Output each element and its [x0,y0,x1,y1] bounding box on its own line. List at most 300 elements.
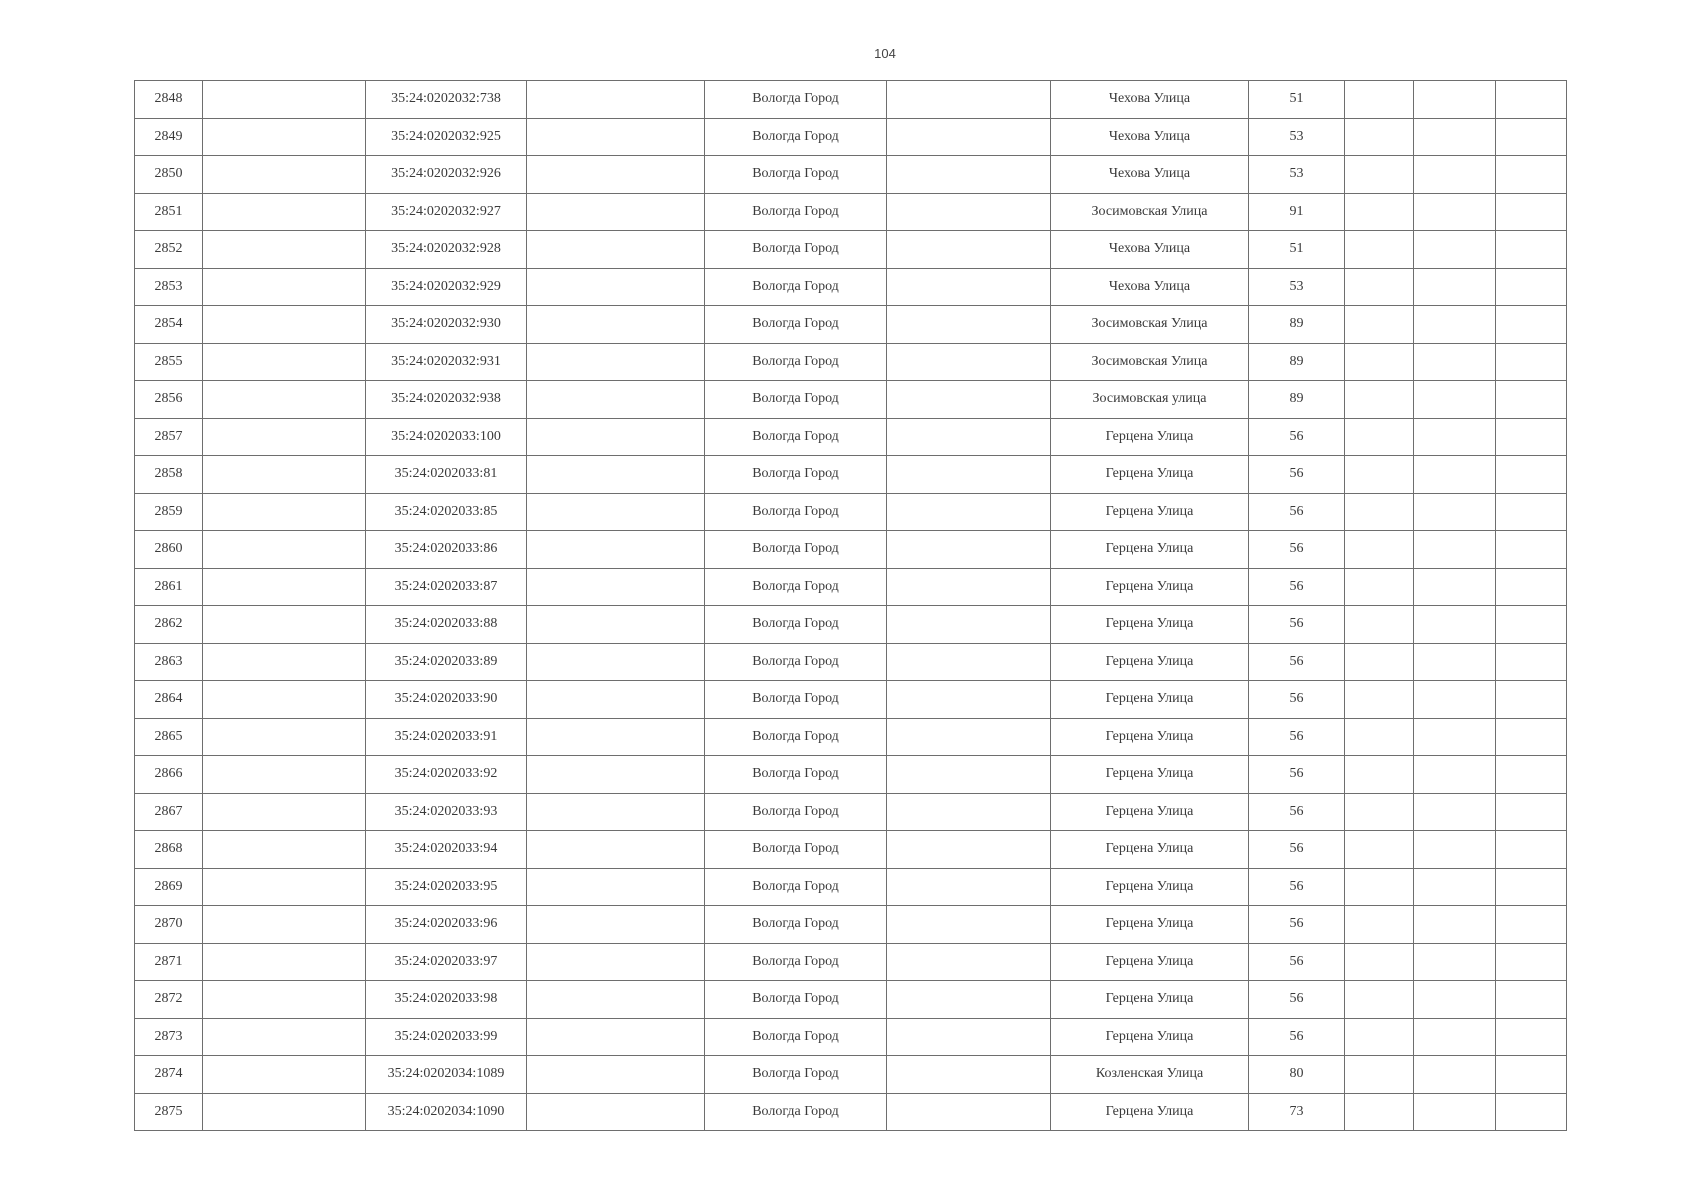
city-cell: Вологда Город [705,831,887,869]
empty-cell [887,643,1051,681]
empty-cell [887,793,1051,831]
cadastral-number-cell: 35:24:0202032:930 [366,306,527,344]
empty-cell [527,606,705,644]
empty-cell [887,1093,1051,1131]
empty-cell [527,156,705,194]
table-row [135,868,1567,906]
empty-cell [1345,718,1414,756]
street-cell: Чехова Улица [1051,268,1249,306]
empty-cell [1414,1018,1496,1056]
empty-cell [887,268,1051,306]
cadastral-number-cell: 35:24:0202034:1089 [366,1056,527,1094]
street-cell: Герцена Улица [1051,1018,1249,1056]
empty-cell [1345,1018,1414,1056]
house-number-cell: 89 [1249,381,1345,419]
table-row [135,418,1567,456]
empty-cell [527,981,705,1019]
row-number-cell: 2874 [135,1056,203,1094]
empty-cell [527,681,705,719]
row-number-cell: 2855 [135,343,203,381]
row-number-cell: 2871 [135,943,203,981]
table-row [135,456,1567,494]
empty-cell [203,306,366,344]
row-number-cell: 2857 [135,418,203,456]
empty-cell [1345,681,1414,719]
row-number-cell: 2856 [135,381,203,419]
empty-cell [527,418,705,456]
empty-cell [203,193,366,231]
empty-cell [1345,418,1414,456]
empty-cell [527,1056,705,1094]
empty-cell [1414,81,1496,119]
empty-cell [203,568,366,606]
empty-cell [527,231,705,269]
house-number-cell: 53 [1249,156,1345,194]
empty-cell [527,343,705,381]
empty-cell [203,268,366,306]
house-number-cell: 53 [1249,268,1345,306]
table-row [135,643,1567,681]
house-number-cell: 56 [1249,943,1345,981]
house-number-cell: 56 [1249,418,1345,456]
street-cell: Герцена Улица [1051,943,1249,981]
house-number-cell: 73 [1249,1093,1345,1131]
table-row [135,1093,1567,1131]
table-row [135,906,1567,944]
empty-cell [203,793,366,831]
empty-cell [1496,231,1567,269]
street-cell: Чехова Улица [1051,156,1249,194]
row-number-cell: 2865 [135,718,203,756]
empty-cell [887,343,1051,381]
empty-cell [887,531,1051,569]
house-number-cell: 56 [1249,906,1345,944]
cadastral-number-cell: 35:24:0202032:738 [366,81,527,119]
street-cell: Герцена Улица [1051,1093,1249,1131]
empty-cell [1496,81,1567,119]
cadastral-number-cell: 35:24:0202032:927 [366,193,527,231]
cadastral-number-cell: 35:24:0202032:929 [366,268,527,306]
empty-cell [1414,193,1496,231]
empty-cell [1414,531,1496,569]
table-row [135,531,1567,569]
empty-cell [1414,1093,1496,1131]
city-cell: Вологда Город [705,793,887,831]
empty-cell [887,568,1051,606]
house-number-cell: 53 [1249,118,1345,156]
empty-cell [1414,306,1496,344]
empty-cell [527,81,705,119]
empty-cell [1496,268,1567,306]
table-row [135,343,1567,381]
empty-cell [1496,906,1567,944]
cadastral-number-cell: 35:24:0202033:97 [366,943,527,981]
empty-cell [527,868,705,906]
empty-cell [203,943,366,981]
city-cell: Вологда Город [705,868,887,906]
street-cell: Герцена Улица [1051,906,1249,944]
row-number-cell: 2870 [135,906,203,944]
empty-cell [203,981,366,1019]
empty-cell [203,681,366,719]
empty-cell [887,868,1051,906]
empty-cell [203,493,366,531]
empty-cell [1414,756,1496,794]
city-cell: Вологда Город [705,306,887,344]
city-cell: Вологда Город [705,193,887,231]
street-cell: Герцена Улица [1051,531,1249,569]
empty-cell [527,493,705,531]
row-number-cell: 2853 [135,268,203,306]
city-cell: Вологда Город [705,268,887,306]
empty-cell [1414,268,1496,306]
empty-cell [887,981,1051,1019]
empty-cell [887,943,1051,981]
row-number-cell: 2860 [135,531,203,569]
empty-cell [203,756,366,794]
city-cell: Вологда Город [705,1093,887,1131]
street-cell: Чехова Улица [1051,81,1249,119]
empty-cell [1496,118,1567,156]
table-row [135,718,1567,756]
row-number-cell: 2867 [135,793,203,831]
house-number-cell: 89 [1249,343,1345,381]
house-number-cell: 56 [1249,868,1345,906]
empty-cell [1345,868,1414,906]
page-number: 104 [874,46,896,61]
city-cell: Вологда Город [705,681,887,719]
empty-cell [203,718,366,756]
empty-cell [887,493,1051,531]
city-cell: Вологда Город [705,643,887,681]
empty-cell [203,381,366,419]
house-number-cell: 56 [1249,831,1345,869]
city-cell: Вологда Город [705,906,887,944]
cadastral-number-cell: 35:24:0202033:89 [366,643,527,681]
empty-cell [1345,193,1414,231]
empty-cell [527,718,705,756]
empty-cell [887,81,1051,119]
empty-cell [1496,868,1567,906]
cadastral-number-cell: 35:24:0202033:93 [366,793,527,831]
empty-cell [1414,831,1496,869]
empty-cell [1345,306,1414,344]
empty-cell [887,118,1051,156]
empty-cell [203,643,366,681]
empty-cell [1345,343,1414,381]
city-cell: Вологда Город [705,418,887,456]
empty-cell [1496,343,1567,381]
table-row [135,1056,1567,1094]
empty-cell [887,681,1051,719]
cadastral-number-cell: 35:24:0202033:90 [366,681,527,719]
empty-cell [1414,943,1496,981]
empty-cell [203,231,366,269]
empty-cell [1414,156,1496,194]
table-row [135,306,1567,344]
empty-cell [1496,381,1567,419]
house-number-cell: 51 [1249,231,1345,269]
empty-cell [203,1056,366,1094]
empty-cell [1414,718,1496,756]
city-cell: Вологда Город [705,756,887,794]
empty-cell [887,456,1051,494]
empty-cell [1496,568,1567,606]
empty-cell [887,193,1051,231]
empty-cell [1414,981,1496,1019]
empty-cell [1345,156,1414,194]
empty-cell [1496,1093,1567,1131]
row-number-cell: 2868 [135,831,203,869]
empty-cell [527,1018,705,1056]
registry-table [134,80,1567,1131]
empty-cell [887,756,1051,794]
empty-cell [887,718,1051,756]
table-row [135,568,1567,606]
empty-cell [1345,906,1414,944]
empty-cell [203,1093,366,1131]
city-cell: Вологда Город [705,231,887,269]
city-cell: Вологда Город [705,81,887,119]
cadastral-number-cell: 35:24:0202033:95 [366,868,527,906]
table-row [135,381,1567,419]
house-number-cell: 56 [1249,756,1345,794]
cadastral-number-cell: 35:24:0202033:98 [366,981,527,1019]
empty-cell [203,156,366,194]
street-cell: Зосимовская улица [1051,381,1249,419]
table-row [135,118,1567,156]
street-cell: Зосимовская Улица [1051,306,1249,344]
house-number-cell: 89 [1249,306,1345,344]
street-cell: Герцена Улица [1051,568,1249,606]
empty-cell [1496,493,1567,531]
empty-cell [1345,756,1414,794]
house-number-cell: 56 [1249,681,1345,719]
empty-cell [1345,831,1414,869]
empty-cell [1414,381,1496,419]
empty-cell [527,793,705,831]
empty-cell [1496,1056,1567,1094]
empty-cell [203,868,366,906]
empty-cell [203,531,366,569]
city-cell: Вологда Город [705,1018,887,1056]
empty-cell [887,906,1051,944]
house-number-cell: 56 [1249,1018,1345,1056]
street-cell: Чехова Улица [1051,231,1249,269]
house-number-cell: 56 [1249,606,1345,644]
street-cell: Герцена Улица [1051,981,1249,1019]
empty-cell [1414,568,1496,606]
table-row [135,831,1567,869]
street-cell: Зосимовская Улица [1051,343,1249,381]
row-number-cell: 2849 [135,118,203,156]
row-number-cell: 2852 [135,231,203,269]
cadastral-number-cell: 35:24:0202032:926 [366,156,527,194]
empty-cell [887,831,1051,869]
house-number-cell: 51 [1249,81,1345,119]
table-row [135,681,1567,719]
street-cell: Герцена Улица [1051,793,1249,831]
street-cell: Герцена Улица [1051,643,1249,681]
empty-cell [527,643,705,681]
city-cell: Вологда Город [705,943,887,981]
street-cell: Герцена Улица [1051,606,1249,644]
row-number-cell: 2850 [135,156,203,194]
table-row [135,1018,1567,1056]
empty-cell [527,456,705,494]
empty-cell [887,1056,1051,1094]
empty-cell [1496,981,1567,1019]
city-cell: Вологда Город [705,981,887,1019]
empty-cell [203,906,366,944]
empty-cell [887,231,1051,269]
table-row [135,156,1567,194]
cadastral-number-cell: 35:24:0202032:938 [366,381,527,419]
table-row [135,231,1567,269]
cadastral-number-cell: 35:24:0202033:88 [366,606,527,644]
row-number-cell: 2873 [135,1018,203,1056]
row-number-cell: 2862 [135,606,203,644]
table-row [135,81,1567,119]
street-cell: Чехова Улица [1051,118,1249,156]
empty-cell [527,193,705,231]
row-number-cell: 2875 [135,1093,203,1131]
cadastral-number-cell: 35:24:0202032:931 [366,343,527,381]
empty-cell [527,943,705,981]
empty-cell [1496,606,1567,644]
empty-cell [1345,606,1414,644]
city-cell: Вологда Город [705,156,887,194]
empty-cell [1496,756,1567,794]
empty-cell [887,418,1051,456]
cadastral-number-cell: 35:24:0202032:925 [366,118,527,156]
empty-cell [1345,118,1414,156]
table-row [135,793,1567,831]
empty-cell [1496,193,1567,231]
house-number-cell: 56 [1249,981,1345,1019]
empty-cell [1414,118,1496,156]
empty-cell [1414,906,1496,944]
empty-cell [203,831,366,869]
row-number-cell: 2854 [135,306,203,344]
empty-cell [1496,831,1567,869]
city-cell: Вологда Город [705,118,887,156]
empty-cell [1496,531,1567,569]
empty-cell [203,456,366,494]
empty-cell [203,1018,366,1056]
table-row [135,193,1567,231]
street-cell: Герцена Улица [1051,456,1249,494]
empty-cell [1345,231,1414,269]
empty-cell [203,606,366,644]
street-cell: Герцена Улица [1051,681,1249,719]
empty-cell [1496,943,1567,981]
cadastral-number-cell: 35:24:0202033:92 [366,756,527,794]
empty-cell [527,831,705,869]
empty-cell [887,606,1051,644]
empty-cell [527,568,705,606]
empty-cell [1414,418,1496,456]
empty-cell [1414,1056,1496,1094]
cadastral-number-cell: 35:24:0202033:94 [366,831,527,869]
empty-cell [527,381,705,419]
empty-cell [1414,793,1496,831]
city-cell: Вологда Город [705,568,887,606]
table-row [135,943,1567,981]
cadastral-number-cell: 35:24:0202033:96 [366,906,527,944]
empty-cell [1345,568,1414,606]
street-cell: Герцена Улица [1051,418,1249,456]
street-cell: Герцена Улица [1051,718,1249,756]
city-cell: Вологда Город [705,718,887,756]
cadastral-number-cell: 35:24:0202032:928 [366,231,527,269]
empty-cell [203,81,366,119]
empty-cell [1414,343,1496,381]
row-number-cell: 2861 [135,568,203,606]
empty-cell [1496,681,1567,719]
empty-cell [887,156,1051,194]
table-row [135,493,1567,531]
row-number-cell: 2866 [135,756,203,794]
empty-cell [1345,1093,1414,1131]
empty-cell [1496,418,1567,456]
city-cell: Вологда Город [705,381,887,419]
empty-cell [1496,643,1567,681]
city-cell: Вологда Город [705,1056,887,1094]
cadastral-number-cell: 35:24:0202033:99 [366,1018,527,1056]
empty-cell [527,756,705,794]
house-number-cell: 56 [1249,643,1345,681]
empty-cell [1345,1056,1414,1094]
row-number-cell: 2859 [135,493,203,531]
empty-cell [1345,981,1414,1019]
cadastral-number-cell: 35:24:0202033:100 [366,418,527,456]
empty-cell [527,306,705,344]
cadastral-number-cell: 35:24:0202033:81 [366,456,527,494]
empty-cell [203,418,366,456]
empty-cell [1496,793,1567,831]
row-number-cell: 2864 [135,681,203,719]
cadastral-number-cell: 35:24:0202033:85 [366,493,527,531]
house-number-cell: 56 [1249,568,1345,606]
table-row [135,268,1567,306]
table-row [135,981,1567,1019]
empty-cell [887,381,1051,419]
street-cell: Герцена Улица [1051,831,1249,869]
empty-cell [527,531,705,569]
row-number-cell: 2863 [135,643,203,681]
row-number-cell: 2851 [135,193,203,231]
empty-cell [1496,156,1567,194]
house-number-cell: 56 [1249,456,1345,494]
street-cell: Герцена Улица [1051,756,1249,794]
table-row [135,756,1567,794]
empty-cell [1345,643,1414,681]
house-number-cell: 56 [1249,793,1345,831]
empty-cell [1414,681,1496,719]
city-cell: Вологда Город [705,456,887,494]
empty-cell [887,306,1051,344]
street-cell: Зосимовская Улица [1051,193,1249,231]
empty-cell [527,268,705,306]
city-cell: Вологда Город [705,531,887,569]
empty-cell [1414,643,1496,681]
empty-cell [203,343,366,381]
empty-cell [1345,381,1414,419]
empty-cell [1414,868,1496,906]
empty-cell [1496,718,1567,756]
empty-cell [203,118,366,156]
